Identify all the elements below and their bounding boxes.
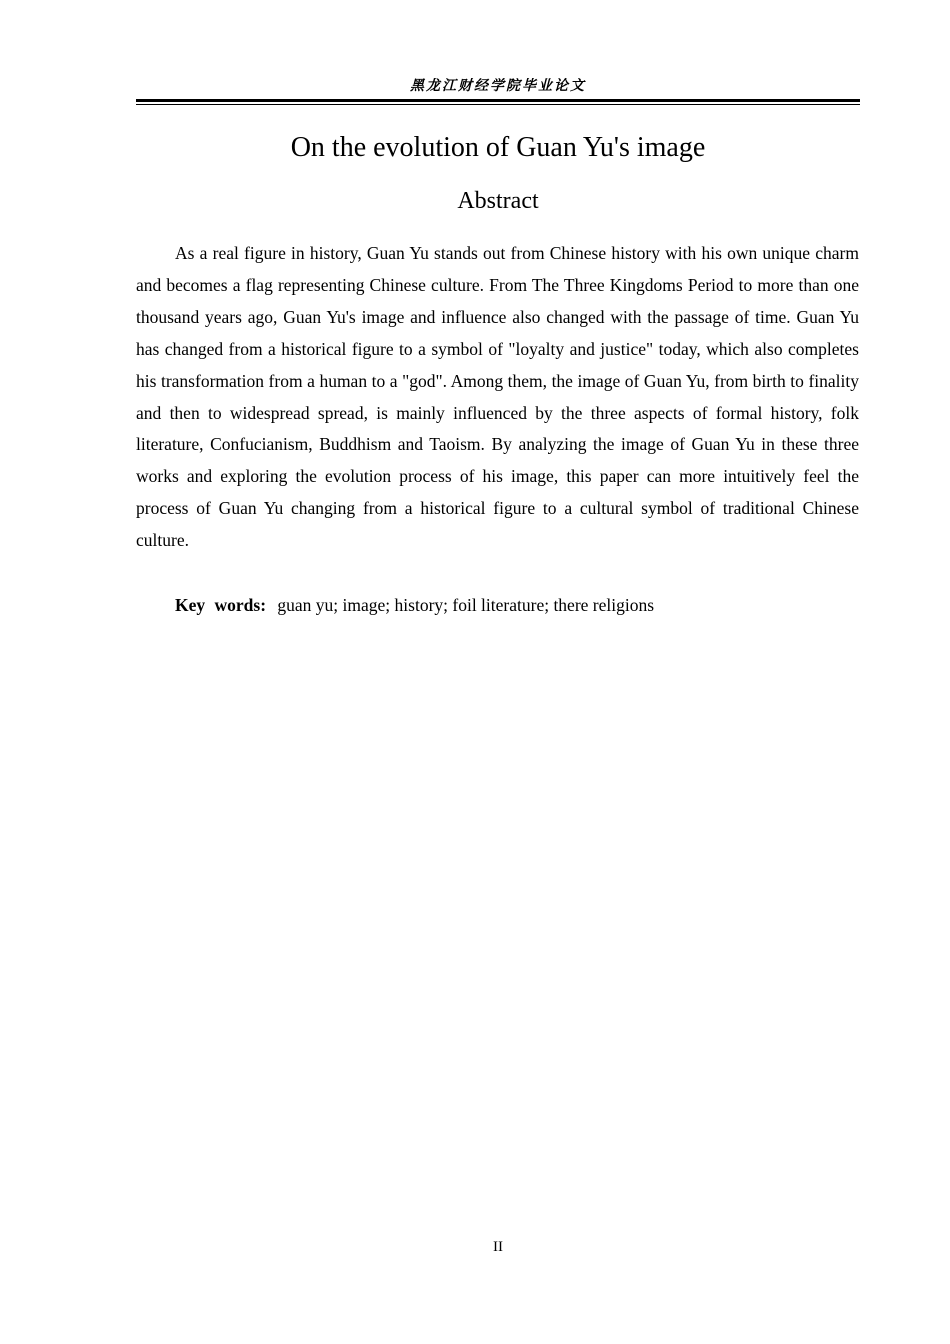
keywords-label: Key words: [175,595,267,615]
keywords-line [175,590,654,620]
running-header: 黑龙江财经学院毕业论文 [410,78,586,94]
abstract-heading: Abstract [457,188,539,214]
header-rule-thick [136,99,860,102]
paper-title: On the evolution of Guan Yu's image [290,132,706,163]
abstract-paragraph: As a real figure in history, Guan Yu stands out from Chinese history with his own unique charm and becomes a flag representing Chinese culture. From The Three Kingdoms Period to more than one thousand years ago, Guan Yu's image and influence also changed with the passage of time. Guan Yu has changed from a historical figure to a symbol of "loyalty and justice" today, which also completes his transformation from a human to a "god". Among them, the image of Guan Yu, from birth to finality and then to widespread spread, is mainly influenced by the three aspects of formal history, folk literature, Confucianism, Buddhism and Taoism. By analyzing the image of Guan Yu in these three works and exploring the evolution process of his image, this paper can more intuitively feel the process of Guan Yu changing from a historical figure to a cultural symbol of traditional Chinese culture. [136,243,859,551]
header-rule-thin [136,104,860,105]
page-number: II [493,1239,503,1255]
keywords-value: guan yu; image; history; foil literature; there religions [277,595,655,615]
